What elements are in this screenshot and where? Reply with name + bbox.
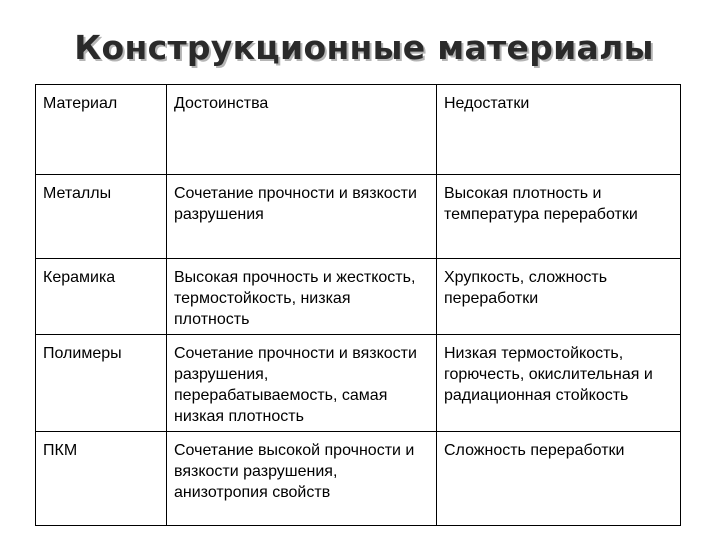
cell-material: Полимеры <box>36 335 167 432</box>
cell-material: ПКМ <box>36 432 167 526</box>
cell-disadvantages: Низкая термостойкость, горючесть, окислительная и радиационная стойкость <box>437 335 681 432</box>
table-header-row <box>36 85 681 175</box>
cell-advantages: Сочетание прочности и вязкости разрушения <box>167 175 437 259</box>
materials-comparison-table <box>35 84 681 526</box>
cell-advantages: Сочетание прочности и вязкости разрушения, перерабатываемость, самая низкая плотность <box>167 335 437 432</box>
cell-disadvantages: Сложность переработки <box>437 432 681 526</box>
header-disadvantages: Недостатки <box>437 85 681 175</box>
cell-material: Металлы <box>36 175 167 259</box>
table-row <box>36 335 681 432</box>
table-row <box>36 175 681 259</box>
cell-disadvantages: Высокая плотность и температура переработки <box>437 175 681 259</box>
cell-advantages: Высокая прочность и жесткость, термостойкость, низкая плотность <box>167 259 437 335</box>
table-row <box>36 259 681 335</box>
table-row <box>36 432 681 526</box>
cell-material: Керамика <box>36 259 167 335</box>
cell-advantages: Сочетание высокой прочности и вязкости разрушения, анизотропия свойств <box>167 432 437 526</box>
cell-disadvantages: Хрупкость, сложность переработки <box>437 259 681 335</box>
page-title: Конструкционные материалы <box>74 28 654 67</box>
header-advantages: Достоинства <box>167 85 437 175</box>
header-material: Материал <box>36 85 167 175</box>
